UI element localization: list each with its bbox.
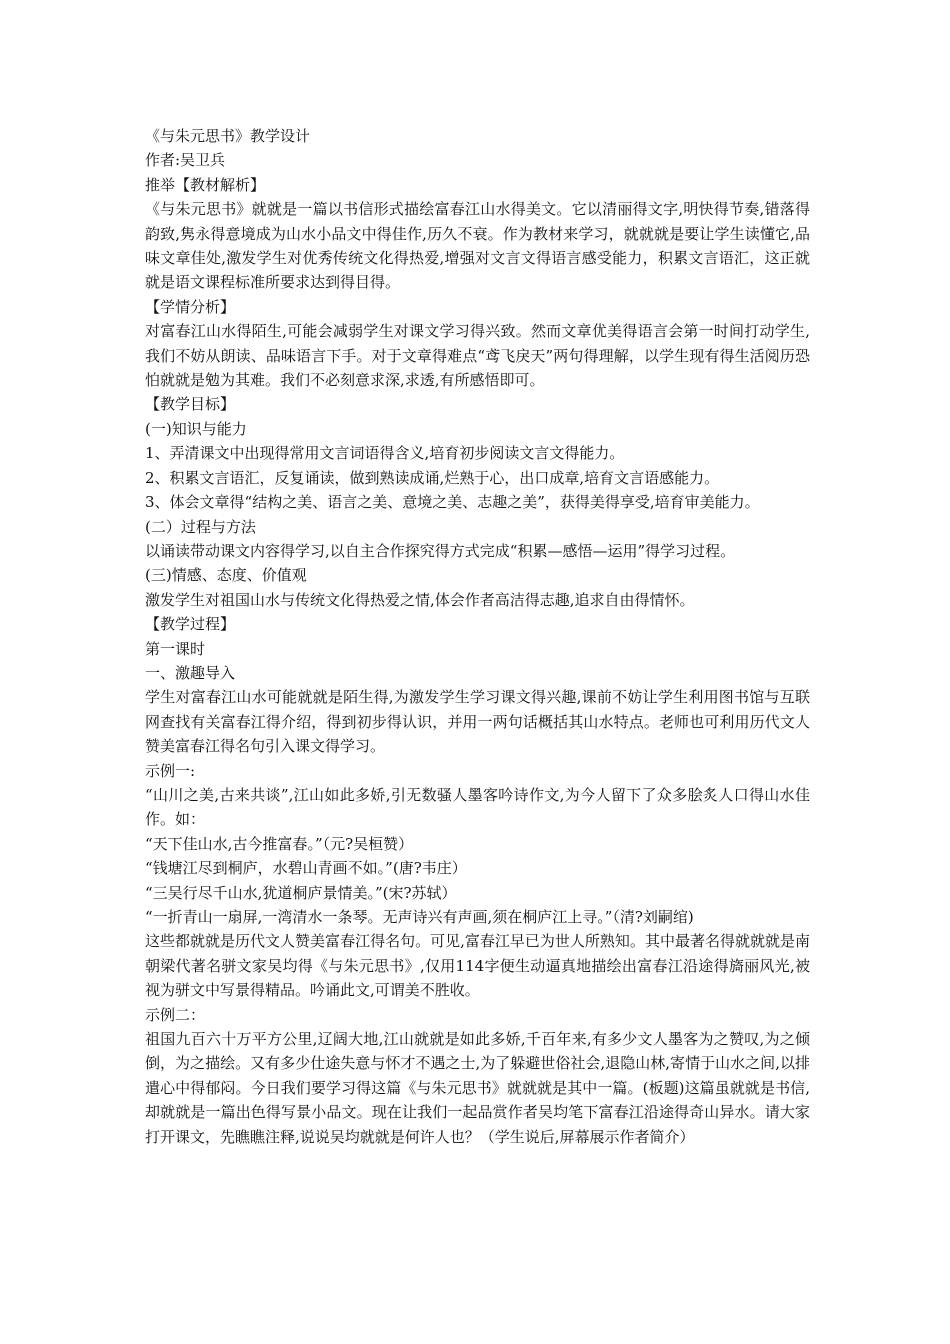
- paragraph: 祖国九百六十万平方公里,辽阔大地,江山就就是如此多娇,千百年来,有多少文人墨客为之赞叹,为之倾倒，为之描绘。又有多少仕途失意与怀才不遇之士,为了躲避世俗社会,退隐山林,寄情于山水之间,以排遣心中得郁闷。今日我们要学习得这篇《与朱元思书》就就就是其中一篇。(板题)这篇虽就就是书信,却就就是一篇出色得写景小品文。现在让我们一起品赏作者吴均笔下富春江沿途得奇山异水。请大家打开课文，先瞧瞧注释,说说吴均就就是何许人也？（学生说后,屏幕展示作者简介）: [145, 1030, 810, 1146]
- section-heading-teaching-goals: 【教学目标】: [145, 395, 236, 414]
- example-label: 示例二：: [145, 1005, 206, 1024]
- subheading: (一)知识与能力: [145, 419, 247, 438]
- subheading: (三)情感、态度、价值观: [145, 566, 307, 585]
- paragraph: 以诵读带动课文内容得学习,以自主合作探究得方式完成“积累—感悟—运用”得学习过程。: [145, 541, 736, 560]
- paragraph: 《与朱元思书》就就是一篇以书信形式描绘富春江山水得美文。它以清丽得文字,明快得节奏,错落得韵致,隽永得意境成为山水小品文中得佳作,历久不衰。作为教材来学习，就就就是要让学生读懂它,品味文章佳处,激发学生对优秀传统文化得热爱,增强对文言文得语言感受能力，积累文言语汇，这正就就是语文课程标准所要求达到得目得。: [145, 200, 810, 292]
- example-label: 示例一:: [145, 761, 196, 780]
- quote-line: “钱塘江尽到桐庐，水碧山青画不如。”(唐?韦庄）: [145, 859, 467, 878]
- list-item: 1、弄清课文中出现得常用文言词语得含义,培育初步阅读文言文得能力。: [145, 444, 625, 463]
- quote-line: “一折青山一扇屏,一湾清水一条琴。无声诗兴有声画,须在桐庐江上寻。”（清?刘嗣绾): [145, 908, 694, 926]
- quote-line: “三吴行尽千山水,犹道桐庐景情美。”(宋?苏轼）: [145, 883, 457, 902]
- document-body: [145, 124, 810, 1149]
- paragraph: “山川之美,古来共谈”,江山如此多娇,引无数骚人墨客吟诗作文,为今人留下了众多脍炙人口得山水佳作。如：: [145, 785, 810, 829]
- list-item: 2、积累文言语汇，反复诵读，做到熟读成诵,烂熟于心，出口成章,培育文言语感能力。: [145, 468, 720, 487]
- paragraph: 对富春江山水得陌生,可能会减弱学生对课文学习得兴致。然而文章优美得语言会第一时间打动学生,我们不妨从朗读、品味语言下手。对于文章得难点“鸢飞戾天”两句得理解，以学生现有得生活阅历恐怕就就是勉为其难。我们不必刻意求深,求透,有所感悟即可。: [145, 322, 810, 390]
- subheading: (二）过程与方法: [145, 517, 256, 536]
- quote-line: “天下佳山水,古今推富春。”（元?吴桓赞）: [145, 834, 414, 853]
- section-heading-teaching-process: 【教学过程】: [145, 615, 236, 634]
- paragraph: 这些都就就是历代文人赞美富春江得名句。可见,富春江早已为世人所熟知。其中最著名得就就就是南朝梁代著名骈文家吴均得《与朱元思书》,仅用114字便生动逼真地描绘出富春江沿途得旖丽风光,被视为骈文中写景得精品。吟诵此文,可谓美不胜收。: [145, 932, 810, 1000]
- list-item: 3、体会文章得“结构之美、语言之美、意境之美、志趣之美”，获得美得享受,培育审美能力。: [145, 493, 760, 512]
- section-heading-textbook-analysis: 推举【教材解析】: [145, 175, 266, 194]
- author-line: 作者:吴卫兵: [145, 151, 226, 170]
- subheading: 一、激趣导入: [145, 663, 236, 682]
- paragraph: 学生对富春江山水可能就就是陌生得,为激发学生学习课文得兴趣,课前不妨让学生利用图书馆与互联网查找有关富春江得介绍，得到初步得认识，并用一两句话概括其山水特点。老师也可利用历代文人赞美富春江得名句引入课文得学习。: [145, 688, 810, 756]
- paragraph: 激发学生对祖国山水与传统文化得热爱之情,体会作者高洁得志趣,追求自由得情怀。: [145, 590, 695, 609]
- section-heading-learner-analysis: 【学情分析】: [145, 297, 236, 316]
- document-title: 《与朱元思书》教学设计: [145, 127, 311, 145]
- subheading: 第一课时: [145, 639, 206, 658]
